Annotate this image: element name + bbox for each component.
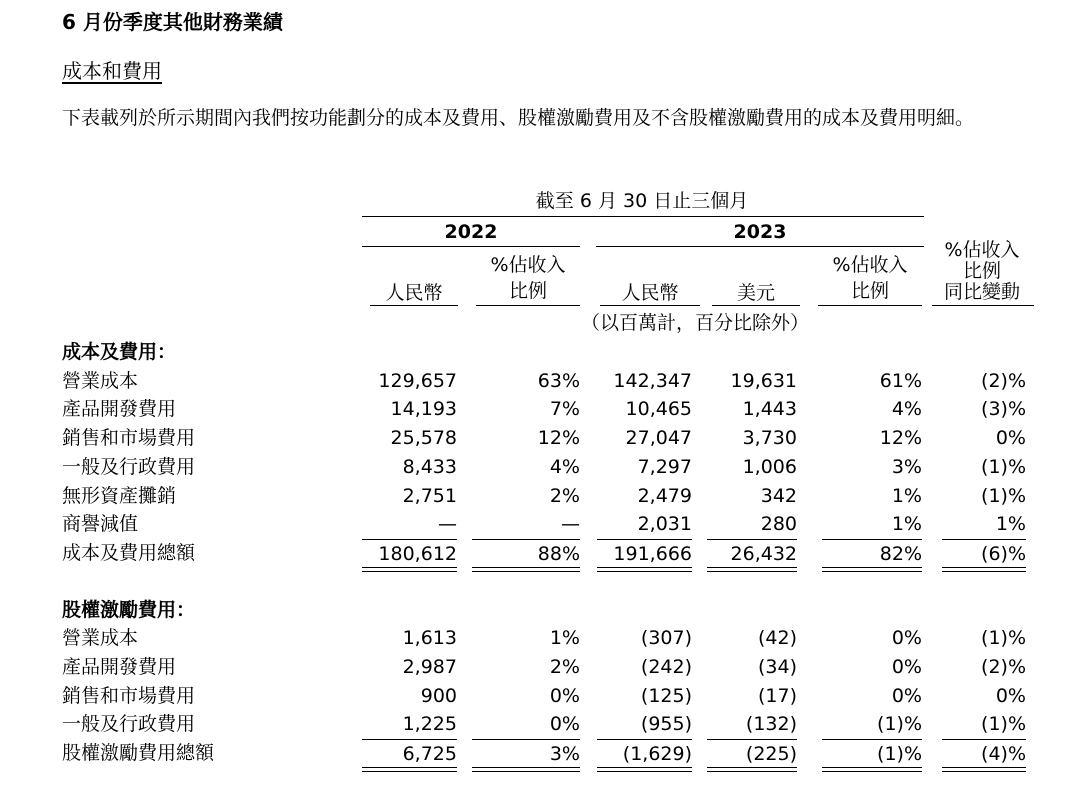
cell-pct-2023: (1)% [877, 713, 922, 736]
cell-yoy-change: (4)% [942, 739, 1026, 768]
col-pct-2022-rule [476, 305, 580, 306]
cell-rmb-2023: 2,479 [637, 484, 692, 507]
year-2022-header: 2022 [444, 221, 498, 243]
cell-rmb-2023: 10,465 [625, 398, 692, 421]
cell-usd-2023: 342 [760, 484, 797, 507]
cell-rmb-2023: 191,666 [597, 539, 692, 568]
cell-usd-2023: (17) [757, 684, 797, 707]
row-label: 商譽減值 [62, 513, 139, 536]
cell-rmb-2023: 2,031 [637, 513, 692, 536]
section-share-based-label: 股權激勵費用： [62, 598, 196, 621]
cell-pct-2023: 12% [879, 427, 922, 450]
section-cost-expenses [62, 338, 1032, 366]
year-2023-rule [596, 246, 924, 247]
col-pct-2023-line2: 比例 [850, 280, 889, 302]
cell-yoy-change: (3)% [981, 398, 1026, 421]
col-pct-2023 [818, 252, 922, 304]
cell-pct-2023: (1)% [822, 739, 922, 768]
cell-pct-2023: 0% [891, 684, 922, 707]
total-double-rule [707, 767, 797, 772]
table-row [62, 653, 1032, 681]
cell-pct-2023: 1% [891, 484, 922, 507]
cell-yoy-change: 0% [995, 427, 1026, 450]
cell-pct-2022: 2% [549, 656, 580, 678]
period-rule [362, 216, 924, 217]
total-double-rule [597, 767, 692, 772]
total-row [62, 739, 1032, 767]
cell-usd-2023: 3,730 [742, 427, 797, 450]
year-2022-rule [362, 246, 580, 247]
cell-pct-2023: 61% [879, 369, 922, 392]
col-yoy-rule [932, 305, 1034, 306]
cell-rmb-2023: 27,047 [625, 427, 692, 450]
cell-yoy-change: (2)% [981, 656, 1026, 678]
table-row [62, 424, 1032, 452]
row-label: 產品開發費用 [62, 398, 177, 421]
cell-pct-2022: 3% [472, 739, 580, 768]
total-double-rule [597, 567, 692, 572]
cell-pct-2022: 0% [549, 713, 580, 736]
total-row [62, 539, 1032, 567]
total-double-rule [822, 567, 922, 572]
row-label: 一般及行政費用 [62, 713, 196, 736]
total-double-rule [472, 567, 580, 572]
total-double-rule [362, 767, 457, 772]
cell-yoy-change: (1)% [981, 484, 1026, 507]
row-label: 營業成本 [62, 627, 139, 650]
col-pct-2023-rule [818, 305, 922, 306]
cell-pct-2022: 88% [472, 539, 580, 568]
cell-yoy-change: (1)% [981, 713, 1026, 736]
cell-rmb-2023: (955) [640, 713, 692, 736]
row-label: 銷售和市場費用 [62, 427, 196, 450]
row-label: 股權激勵費用總額 [62, 742, 215, 765]
cell-rmb-2023: (125) [640, 684, 692, 707]
col-rmb-2022-rule [370, 305, 458, 306]
total-double-rule [822, 767, 922, 772]
col-yoy-line3: 同比變動 [943, 281, 1020, 303]
cell-pct-2023: 3% [891, 455, 922, 478]
cell-yoy-change: 1% [995, 513, 1026, 536]
total-double-rule [942, 767, 1026, 772]
cell-usd-2023: (42) [757, 627, 797, 650]
table-row [62, 682, 1032, 710]
cell-rmb-2023: 7,297 [637, 455, 692, 478]
row-label: 營業成本 [62, 369, 139, 392]
col-yoy-line2: 比例 [962, 260, 1001, 282]
total-double-rule [472, 767, 580, 772]
cell-usd-2023: (225) [707, 739, 797, 768]
cell-pct-2023: 0% [891, 656, 922, 678]
cell-rmb-2022: 900 [420, 684, 457, 707]
total-double-rule [362, 567, 457, 572]
cell-rmb-2022: 129,657 [378, 369, 457, 392]
cell-pct-2022: 63% [537, 369, 580, 392]
cell-yoy-change: (6)% [942, 539, 1026, 568]
table-row [62, 710, 1032, 738]
table-row [62, 624, 1032, 652]
cell-usd-2023: 1,443 [742, 398, 797, 421]
cell-yoy-change: (1)% [981, 627, 1026, 650]
table-row [62, 453, 1032, 481]
cell-yoy-change: 0% [995, 684, 1026, 707]
page-heading: 6 月份季度其他財務業績 [62, 10, 283, 34]
section-subheading: 成本和費用 [62, 59, 162, 83]
cell-usd-2023: (132) [745, 713, 797, 736]
cell-usd-2023: 280 [760, 513, 797, 536]
table-row [62, 367, 1032, 395]
section-share-based [62, 596, 1032, 624]
period-header: 截至 6 月 30 日止三個月 [535, 190, 749, 212]
row-label: 無形資產攤銷 [62, 484, 177, 507]
col-pct-2022-line1: %佔收入 [490, 254, 566, 276]
cell-pct-2022: 0% [549, 684, 580, 707]
cell-pct-2023: 82% [822, 539, 922, 568]
intro-paragraph: 下表載列於所示期間內我們按功能劃分的成本及費用、股權激勵費用及不含股權激勵費用的成本及費用明細。 [62, 107, 975, 129]
row-label: 銷售和市場費用 [62, 684, 196, 707]
cell-pct-2023: 4% [891, 398, 922, 421]
cell-usd-2023: (34) [757, 656, 797, 678]
table-row [62, 510, 1032, 538]
row-label: 一般及行政費用 [62, 455, 196, 478]
col-rmb-2023: 人民幣 [621, 282, 679, 304]
cell-rmb-2022: 14,193 [390, 398, 457, 421]
cell-rmb-2022: 6,725 [362, 739, 457, 768]
cell-pct-2022: 2% [549, 484, 580, 507]
cell-pct-2023: 1% [891, 513, 922, 536]
cell-rmb-2022: — [438, 513, 457, 536]
cell-pct-2022: 12% [537, 427, 580, 450]
cell-yoy-change: (2)% [981, 369, 1026, 392]
cell-pct-2022: 1% [549, 627, 580, 650]
cell-yoy-change: (1)% [981, 455, 1026, 478]
total-double-rule [942, 567, 1026, 572]
col-rmb-2022: 人民幣 [385, 282, 443, 304]
cell-usd-2023: 26,432 [707, 539, 797, 568]
cell-rmb-2022: 1,225 [402, 713, 457, 736]
row-label: 產品開發費用 [62, 656, 177, 678]
cell-rmb-2023: (242) [640, 656, 692, 678]
cell-rmb-2022: 2,987 [402, 656, 457, 678]
cell-rmb-2023: 142,347 [613, 369, 692, 392]
cell-rmb-2022: 8,433 [402, 455, 457, 478]
cell-pct-2022: 7% [549, 398, 580, 421]
col-usd-2023: 美元 [736, 282, 775, 304]
col-yoy [930, 240, 1034, 303]
cell-rmb-2022: 2,751 [402, 484, 457, 507]
col-rmb-2023-rule [600, 305, 700, 306]
table-row [62, 482, 1032, 510]
cell-rmb-2023: (1,629) [597, 739, 692, 768]
col-yoy-line1: %佔收入 [944, 239, 1020, 261]
cell-pct-2023: 0% [891, 627, 922, 650]
cell-rmb-2023: (307) [640, 627, 692, 650]
cell-usd-2023: 19,631 [730, 369, 797, 392]
cell-usd-2023: 1,006 [742, 455, 797, 478]
cell-pct-2022: — [561, 513, 580, 536]
col-pct-2022 [476, 252, 580, 304]
table-row [62, 395, 1032, 423]
cell-rmb-2022: 25,578 [390, 427, 457, 450]
cell-pct-2022: 4% [549, 455, 580, 478]
section-cost-expenses-label: 成本及費用： [62, 341, 177, 363]
col-usd-2023-rule [712, 305, 800, 306]
row-label: 成本及費用總額 [62, 541, 196, 564]
col-pct-2022-line2: 比例 [508, 280, 547, 302]
cell-rmb-2022: 1,613 [402, 627, 457, 650]
total-double-rule [707, 567, 797, 572]
unit-note: （以百萬計，百分比除外） [580, 312, 809, 334]
cell-rmb-2022: 180,612 [362, 539, 457, 568]
year-2023-header: 2023 [733, 221, 787, 243]
col-pct-2023-line1: %佔收入 [832, 254, 908, 276]
